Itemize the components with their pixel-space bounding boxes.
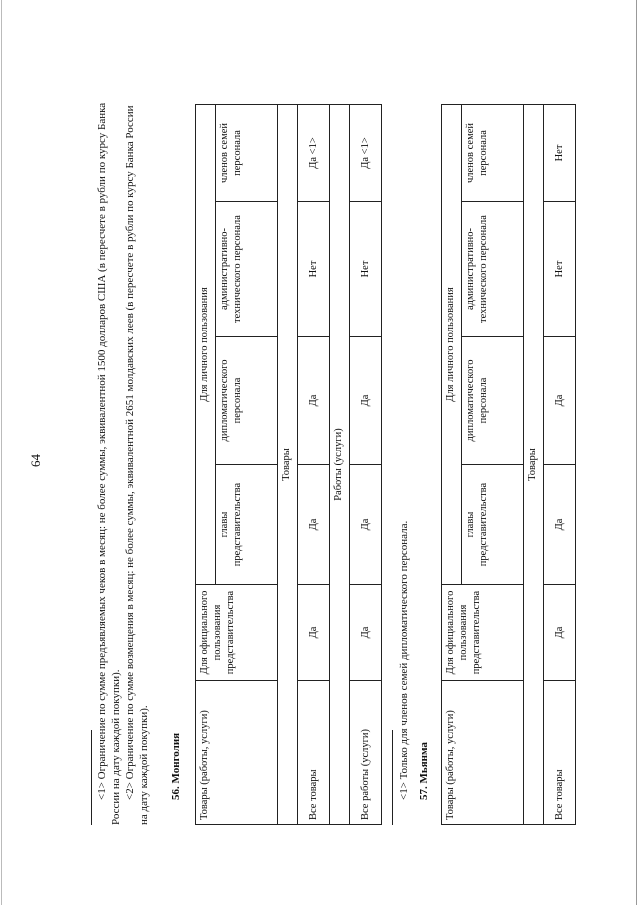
header-family: членов семей персонала <box>462 105 524 202</box>
header-admin-tech: административно-технического персонала <box>462 202 524 337</box>
cell-value: Нет <box>298 202 330 337</box>
header-diplomatic: дипломатического персонала <box>462 337 524 465</box>
footnote-1-line-a: <1> Ограничение по сумме предъявляемых чеков в месяц: не более суммы, эквивалентной 1500 долларов США (в пересчете в рубли по курсу Банка <box>96 102 108 800</box>
cell-value: Да <box>544 585 576 681</box>
row-label: Все товары <box>298 681 330 825</box>
header-head: главы представительства <box>216 465 278 585</box>
group-works: Работы (услуги) <box>330 105 350 825</box>
table-mongolia <box>195 104 382 825</box>
cell-value: Нет <box>544 105 576 202</box>
footnote-2-line-a: <2> Ограничение по сумме возмещения в месяц: не более суммы, эквивалентной 2651 молдавских леев (в пересчете в рубли по курсу Банка России <box>124 105 136 800</box>
cell-value: Да <box>350 585 382 681</box>
cell-value: Нет <box>350 202 382 337</box>
header-personal-use: Для личного пользования <box>196 105 216 585</box>
header-goods-services: Товары (работы, услуги) <box>196 681 278 825</box>
table-row <box>298 105 330 825</box>
footnote-separator <box>392 730 393 825</box>
header-admin-tech: административно-технического персонала <box>216 202 278 337</box>
footnote-1-line-b: России на дату каждой покупки). <box>110 669 122 825</box>
table-myanmar <box>441 104 576 825</box>
scan-edge-line <box>1 0 2 905</box>
cell-value: Да <box>544 465 576 585</box>
section-56-title: 56. Монголия <box>170 732 182 800</box>
header-official-use: Для официального пользования представительства <box>442 585 524 681</box>
section-56-footnote: <1> Только для членов семей дипломатического персонала. <box>398 520 410 800</box>
group-goods: Товары <box>278 105 298 825</box>
group-goods: Товары <box>524 105 544 825</box>
row-label: Все товары <box>544 681 576 825</box>
cell-value: Да <1> <box>298 105 330 202</box>
header-official-use: Для официального пользования представительства <box>196 585 278 681</box>
cell-value: Да <box>350 337 382 465</box>
table-row <box>544 105 576 825</box>
cell-value: Да <box>350 465 382 585</box>
scan-edge-line <box>636 0 637 905</box>
section-57-title: 57. Мьянма <box>418 742 430 800</box>
header-goods-services: Товары (работы, услуги) <box>442 681 524 825</box>
header-head: главы представительства <box>462 465 524 585</box>
cell-value: Да <box>298 465 330 585</box>
header-diplomatic: дипломатического персонала <box>216 337 278 465</box>
footnote-separator <box>91 730 92 825</box>
table-row <box>350 105 382 825</box>
header-personal-use: Для личного пользования <box>442 105 462 585</box>
row-label: Все работы (услуги) <box>350 681 382 825</box>
footnote-2-line-b: на дату каждой покупки). <box>138 705 150 825</box>
cell-value: Да <box>298 337 330 465</box>
cell-value: Да <box>544 337 576 465</box>
page-number: 64 <box>28 454 43 467</box>
cell-value: Да <box>298 585 330 681</box>
cell-value: Да <1> <box>350 105 382 202</box>
header-family: членов семей персонала <box>216 105 278 202</box>
cell-value: Нет <box>544 202 576 337</box>
